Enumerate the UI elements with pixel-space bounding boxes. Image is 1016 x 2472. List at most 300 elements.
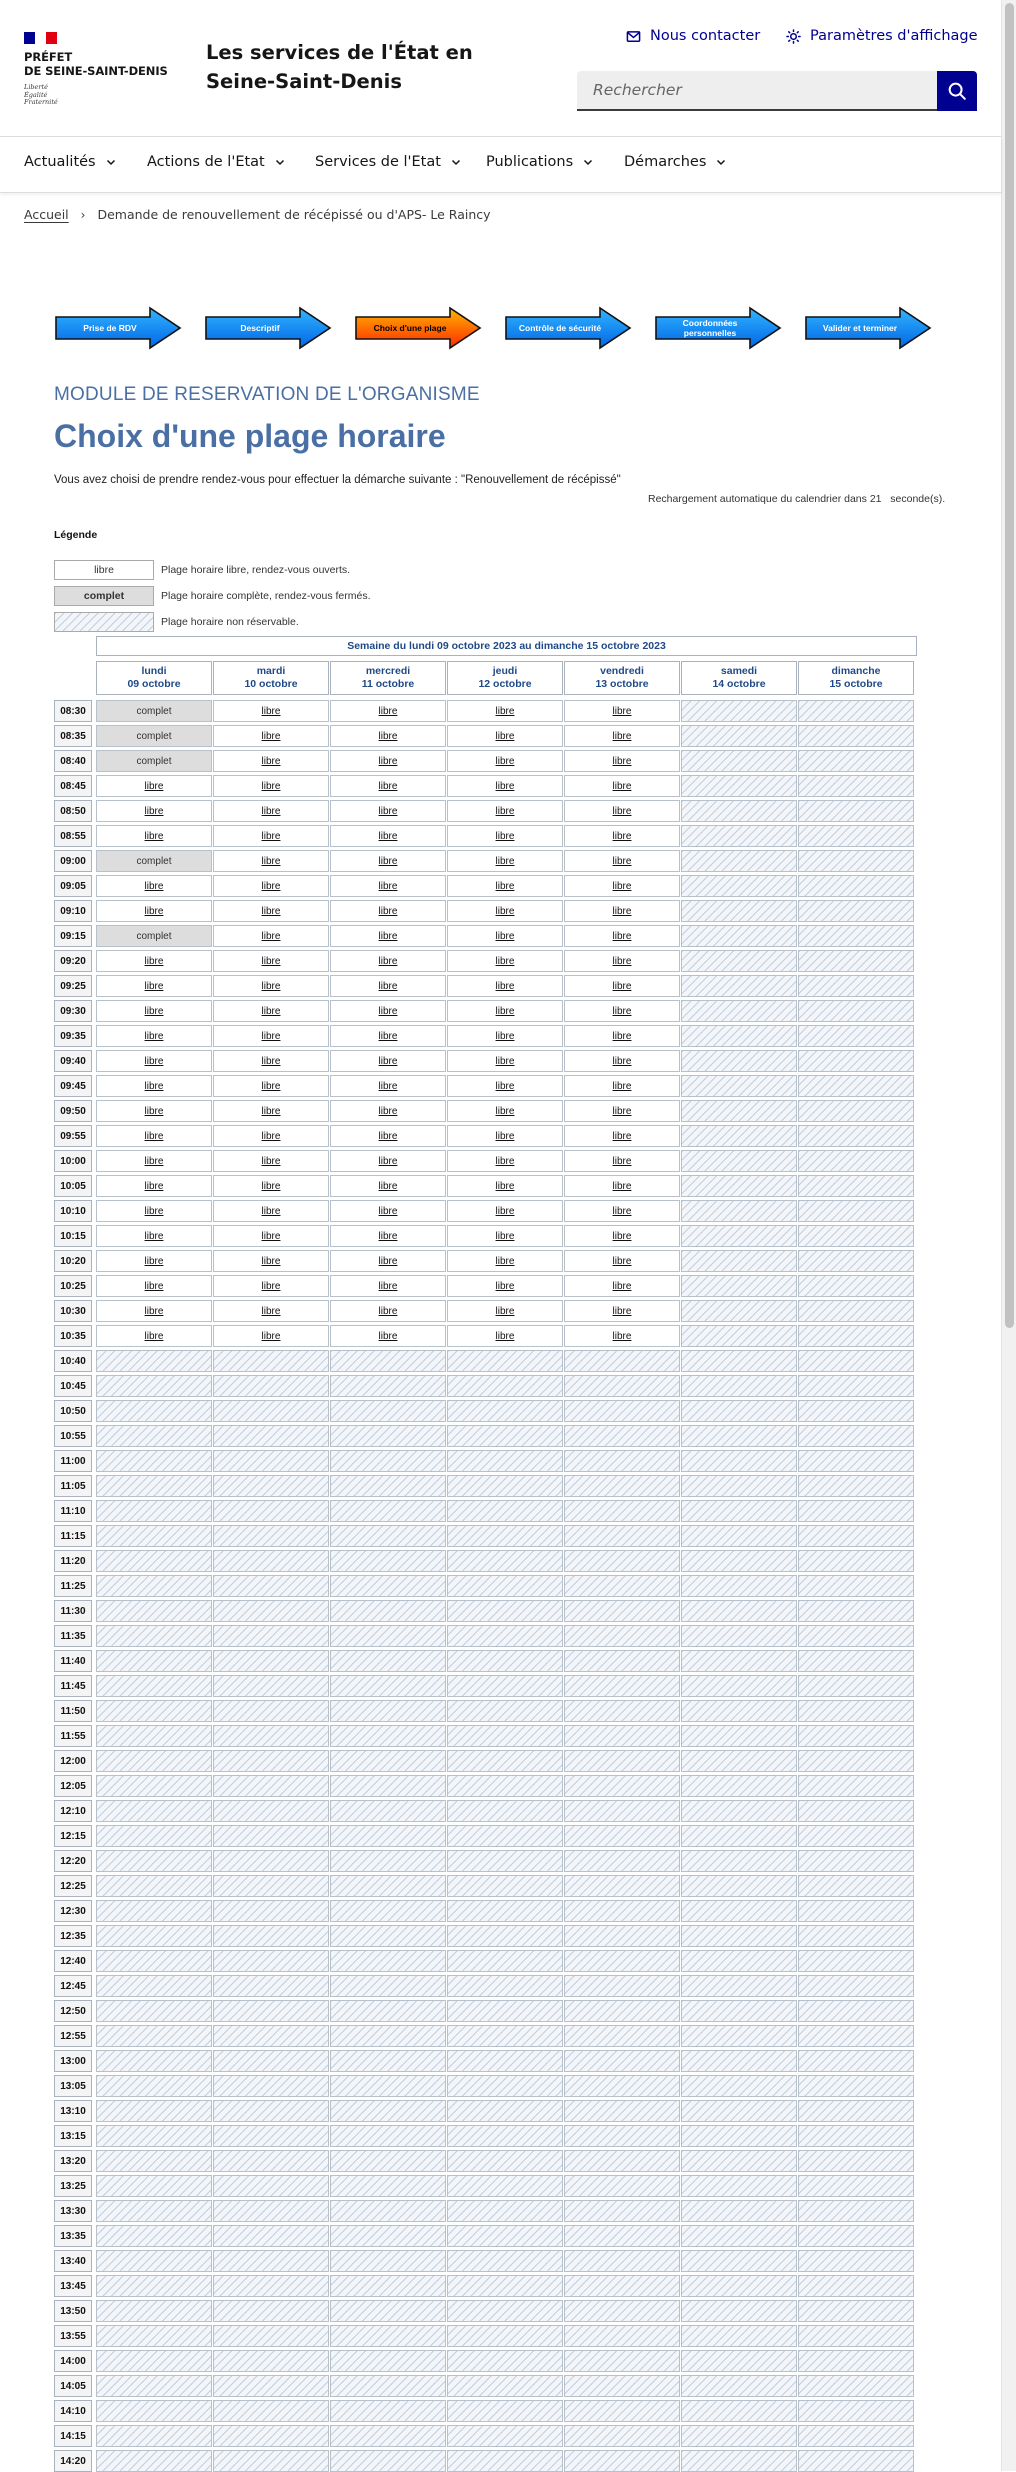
- slot-free-link[interactable]: libre: [378, 780, 398, 792]
- slot-free-link[interactable]: libre: [495, 805, 515, 817]
- slot-closed-cell: [564, 2075, 680, 2097]
- slot-free-link[interactable]: libre: [144, 1130, 164, 1142]
- slot-free-link[interactable]: libre: [495, 1055, 515, 1067]
- slot-row: [54, 2375, 917, 2397]
- slot-free-link[interactable]: libre: [378, 830, 398, 842]
- slot-free-cell[interactable]: [96, 825, 212, 847]
- slot-free-link[interactable]: libre: [612, 755, 632, 767]
- slot-free-link[interactable]: libre: [144, 1180, 164, 1192]
- slot-free-cell[interactable]: [564, 875, 680, 897]
- slot-free-cell[interactable]: [213, 1225, 329, 1247]
- slot-free-cell[interactable]: [564, 975, 680, 997]
- slot-free-cell[interactable]: [564, 1125, 680, 1147]
- slot-free-link[interactable]: libre: [612, 1280, 632, 1292]
- slot-free-cell[interactable]: [213, 1250, 329, 1272]
- slot-row: [54, 1400, 917, 1422]
- slot-free-cell[interactable]: [213, 775, 329, 797]
- slot-free-cell[interactable]: [564, 1100, 680, 1122]
- slot-free-link[interactable]: libre: [261, 805, 281, 817]
- slot-free-link[interactable]: libre: [261, 905, 281, 917]
- slot-free-cell[interactable]: [330, 1000, 446, 1022]
- slot-free-cell[interactable]: [564, 775, 680, 797]
- slot-free-cell[interactable]: [564, 700, 680, 722]
- slot-free-cell[interactable]: [213, 1150, 329, 1172]
- slot-free-cell[interactable]: [213, 925, 329, 947]
- slot-free-cell[interactable]: [447, 725, 563, 747]
- slot-free-link[interactable]: libre: [378, 1055, 398, 1067]
- slot-free-cell[interactable]: [96, 1125, 212, 1147]
- slot-free-cell[interactable]: [213, 1300, 329, 1322]
- slot-free-link[interactable]: libre: [144, 1305, 164, 1317]
- slot-free-cell[interactable]: [330, 850, 446, 872]
- slot-free-cell[interactable]: [213, 975, 329, 997]
- slot-free-link[interactable]: libre: [378, 1280, 398, 1292]
- nav-item-publications[interactable]: [486, 154, 593, 170]
- slot-free-link[interactable]: libre: [261, 780, 281, 792]
- slot-free-link[interactable]: libre: [612, 1330, 632, 1342]
- slot-free-cell[interactable]: [330, 1100, 446, 1122]
- slot-free-cell[interactable]: [330, 1250, 446, 1272]
- slot-free-link[interactable]: libre: [261, 1330, 281, 1342]
- slot-free-cell[interactable]: [447, 1075, 563, 1097]
- slot-free-link[interactable]: libre: [495, 930, 515, 942]
- slot-free-link[interactable]: libre: [144, 780, 164, 792]
- slot-free-link[interactable]: libre: [612, 1030, 632, 1042]
- slot-free-link[interactable]: libre: [612, 780, 632, 792]
- slot-free-cell[interactable]: [330, 725, 446, 747]
- slot-free-link[interactable]: libre: [261, 1255, 281, 1267]
- slot-closed-cell: [330, 1550, 446, 1572]
- slot-free-link[interactable]: libre: [261, 855, 281, 867]
- slot-free-link[interactable]: libre: [144, 830, 164, 842]
- slot-free-cell[interactable]: [447, 950, 563, 972]
- slot-free-link[interactable]: libre: [378, 905, 398, 917]
- slot-free-link[interactable]: libre: [495, 1330, 515, 1342]
- slot-free-cell[interactable]: [564, 825, 680, 847]
- slot-free-cell[interactable]: [447, 1200, 563, 1222]
- slot-free-link[interactable]: libre: [378, 1230, 398, 1242]
- slot-free-link[interactable]: libre: [612, 1180, 632, 1192]
- nav-item-services[interactable]: [315, 154, 461, 170]
- slot-free-link[interactable]: libre: [495, 1255, 515, 1267]
- slot-free-link[interactable]: libre: [378, 730, 398, 742]
- slot-free-cell[interactable]: [213, 800, 329, 822]
- slot-free-link[interactable]: libre: [144, 1030, 164, 1042]
- slot-free-link[interactable]: libre: [378, 705, 398, 717]
- slot-free-cell[interactable]: [96, 1200, 212, 1222]
- slot-free-cell[interactable]: [564, 750, 680, 772]
- slot-free-cell[interactable]: [330, 1125, 446, 1147]
- slot-free-cell[interactable]: [96, 1275, 212, 1297]
- slot-free-link[interactable]: libre: [378, 755, 398, 767]
- slot-free-link[interactable]: libre: [261, 930, 281, 942]
- slot-free-cell[interactable]: [213, 1325, 329, 1347]
- slot-free-cell[interactable]: [330, 950, 446, 972]
- slot-free-link[interactable]: libre: [612, 1080, 632, 1092]
- slot-free-cell[interactable]: [447, 1300, 563, 1322]
- site-title[interactable]: Les services de l'État en Seine-Saint-Denis: [206, 41, 473, 93]
- slot-free-link[interactable]: libre: [261, 1305, 281, 1317]
- slot-free-link[interactable]: libre: [495, 1280, 515, 1292]
- slot-free-cell[interactable]: [330, 1150, 446, 1172]
- slot-free-cell[interactable]: [213, 1100, 329, 1122]
- slot-free-cell[interactable]: [330, 1075, 446, 1097]
- slot-free-link[interactable]: libre: [612, 980, 632, 992]
- slot-free-cell[interactable]: [330, 1275, 446, 1297]
- slot-free-cell[interactable]: [213, 900, 329, 922]
- slot-closed-cell: [564, 2175, 680, 2197]
- slot-free-cell[interactable]: [213, 825, 329, 847]
- slot-free-link[interactable]: libre: [144, 1230, 164, 1242]
- slot-free-cell[interactable]: [330, 825, 446, 847]
- slot-free-cell[interactable]: [213, 850, 329, 872]
- slot-free-link[interactable]: libre: [144, 1330, 164, 1342]
- slot-free-link[interactable]: libre: [144, 1080, 164, 1092]
- slot-closed-cell: [330, 2275, 446, 2297]
- slot-free-cell[interactable]: [447, 900, 563, 922]
- slot-free-cell[interactable]: [213, 700, 329, 722]
- slot-free-link[interactable]: libre: [261, 980, 281, 992]
- slot-free-cell[interactable]: [96, 1175, 212, 1197]
- slot-free-cell[interactable]: [213, 750, 329, 772]
- slot-free-cell[interactable]: [564, 1300, 680, 1322]
- slot-free-link[interactable]: libre: [495, 955, 515, 967]
- slot-closed-cell: [213, 2125, 329, 2147]
- slot-time: 12:30: [54, 1900, 92, 1922]
- slot-free-cell[interactable]: [447, 1100, 563, 1122]
- week-title: Semaine du lundi 09 octobre 2023 au dimanche 15 octobre 2023: [96, 636, 917, 656]
- slot-free-cell[interactable]: [447, 1225, 563, 1247]
- slot-free-cell[interactable]: [447, 1000, 563, 1022]
- slot-free-link[interactable]: libre: [612, 830, 632, 842]
- slot-free-link[interactable]: libre: [261, 1080, 281, 1092]
- slot-free-link[interactable]: libre: [144, 1255, 164, 1267]
- nav-item-actualites[interactable]: [24, 154, 116, 170]
- slot-free-link[interactable]: libre: [495, 1305, 515, 1317]
- slot-free-cell[interactable]: [447, 1150, 563, 1172]
- slot-full-label: complet: [136, 705, 172, 717]
- slot-free-cell[interactable]: [447, 700, 563, 722]
- slot-free-cell[interactable]: [447, 775, 563, 797]
- slot-free-link[interactable]: libre: [144, 1005, 164, 1017]
- slot-free-link[interactable]: libre: [495, 780, 515, 792]
- slot-free-link[interactable]: libre: [144, 805, 164, 817]
- slot-free-cell[interactable]: [96, 1150, 212, 1172]
- slot-free-link[interactable]: libre: [378, 1130, 398, 1142]
- slot-free-cell[interactable]: [447, 750, 563, 772]
- scrollbar-thumb[interactable]: [1005, 3, 1014, 1328]
- slot-free-link[interactable]: libre: [495, 880, 515, 892]
- slot-closed-cell: [96, 2150, 212, 2172]
- slot-free-link[interactable]: libre: [612, 1255, 632, 1267]
- slot-free-cell[interactable]: [447, 975, 563, 997]
- logo-motto: [24, 84, 184, 107]
- slot-free-link[interactable]: libre: [261, 955, 281, 967]
- slot-free-link[interactable]: libre: [261, 755, 281, 767]
- slot-time: 10:20: [54, 1250, 92, 1272]
- slot-row: [54, 1150, 917, 1172]
- vertical-scrollbar[interactable]: [1001, 0, 1016, 2471]
- slot-free-cell[interactable]: [96, 1025, 212, 1047]
- slot-free-link[interactable]: libre: [495, 905, 515, 917]
- slot-free-link[interactable]: libre: [378, 930, 398, 942]
- slot-free-cell[interactable]: [330, 700, 446, 722]
- nav-item-actions[interactable]: [147, 154, 285, 170]
- search-button[interactable]: [937, 71, 977, 111]
- slot-free-link[interactable]: libre: [378, 880, 398, 892]
- nav-label: Services de l'Etat: [315, 154, 441, 170]
- slot-free-cell[interactable]: [564, 900, 680, 922]
- slot-free-link[interactable]: libre: [261, 730, 281, 742]
- slot-free-link[interactable]: libre: [495, 705, 515, 717]
- slot-free-cell[interactable]: [447, 1275, 563, 1297]
- slot-free-link[interactable]: libre: [261, 1180, 281, 1192]
- slot-free-cell[interactable]: [96, 875, 212, 897]
- slot-free-link[interactable]: libre: [495, 1205, 515, 1217]
- slot-free-cell[interactable]: [330, 925, 446, 947]
- search-input[interactable]: Rechercher: [577, 71, 937, 111]
- slot-closed-cell: [681, 2425, 797, 2447]
- slot-free-cell[interactable]: [96, 1250, 212, 1272]
- slot-free-link[interactable]: libre: [378, 805, 398, 817]
- slot-free-cell[interactable]: [213, 1025, 329, 1047]
- slot-free-cell[interactable]: [96, 1225, 212, 1247]
- slot-time: 09:05: [54, 875, 92, 897]
- slot-free-cell[interactable]: [564, 1225, 680, 1247]
- slot-free-link[interactable]: libre: [378, 1305, 398, 1317]
- slot-free-cell[interactable]: [213, 1125, 329, 1147]
- slot-closed-cell: [681, 2400, 797, 2422]
- slot-free-cell[interactable]: [213, 1275, 329, 1297]
- slot-free-link[interactable]: libre: [495, 1105, 515, 1117]
- slot-closed-cell: [681, 1275, 797, 1297]
- slot-closed-cell: [330, 1500, 446, 1522]
- slot-free-cell[interactable]: [564, 1175, 680, 1197]
- slot-free-link[interactable]: libre: [495, 855, 515, 867]
- slot-free-link[interactable]: libre: [261, 1030, 281, 1042]
- slot-free-link[interactable]: libre: [144, 1155, 164, 1167]
- slot-closed-cell: [96, 2200, 212, 2222]
- slot-free-link[interactable]: libre: [144, 905, 164, 917]
- slot-free-cell[interactable]: [96, 775, 212, 797]
- slot-free-link[interactable]: libre: [144, 955, 164, 967]
- slot-free-link[interactable]: libre: [612, 805, 632, 817]
- slot-free-cell[interactable]: [564, 1000, 680, 1022]
- slot-free-cell[interactable]: [564, 1325, 680, 1347]
- breadcrumb-home[interactable]: Accueil: [24, 207, 69, 222]
- slot-free-cell[interactable]: [330, 800, 446, 822]
- slot-free-link[interactable]: libre: [612, 905, 632, 917]
- slot-free-cell[interactable]: [447, 800, 563, 822]
- slot-free-link[interactable]: libre: [495, 1080, 515, 1092]
- slot-free-link[interactable]: libre: [495, 1180, 515, 1192]
- slot-free-cell[interactable]: [330, 975, 446, 997]
- slot-closed-cell: [330, 2250, 446, 2272]
- slot-free-cell[interactable]: [96, 1075, 212, 1097]
- slot-closed-cell: [447, 1800, 563, 1822]
- slot-free-cell[interactable]: [564, 1200, 680, 1222]
- slot-free-link[interactable]: libre: [144, 1205, 164, 1217]
- slot-closed-cell: [681, 1625, 797, 1647]
- slot-free-link[interactable]: libre: [612, 730, 632, 742]
- slot-free-cell[interactable]: [330, 775, 446, 797]
- slot-free-link[interactable]: libre: [378, 1330, 398, 1342]
- slot-free-link[interactable]: libre: [495, 1155, 515, 1167]
- slot-free-cell[interactable]: [213, 1075, 329, 1097]
- slot-free-link[interactable]: libre: [261, 1055, 281, 1067]
- slot-free-cell[interactable]: [213, 1200, 329, 1222]
- slot-time: 13:35: [54, 2225, 92, 2247]
- slot-free-link[interactable]: libre: [495, 1130, 515, 1142]
- slot-free-cell[interactable]: [330, 900, 446, 922]
- display-settings-link[interactable]: [786, 28, 978, 44]
- slot-free-link[interactable]: libre: [612, 1105, 632, 1117]
- slot-free-link[interactable]: libre: [612, 955, 632, 967]
- slot-free-cell[interactable]: [564, 1050, 680, 1072]
- slot-free-link[interactable]: libre: [261, 1130, 281, 1142]
- slot-free-link[interactable]: libre: [612, 880, 632, 892]
- slot-free-link[interactable]: libre: [261, 880, 281, 892]
- slot-free-cell[interactable]: [213, 950, 329, 972]
- slot-free-link[interactable]: libre: [261, 1155, 281, 1167]
- slot-free-link[interactable]: libre: [612, 1055, 632, 1067]
- slot-free-cell[interactable]: [564, 800, 680, 822]
- slot-free-cell[interactable]: [96, 1050, 212, 1072]
- slot-free-link[interactable]: libre: [261, 705, 281, 717]
- slot-free-cell[interactable]: [447, 875, 563, 897]
- slot-free-cell[interactable]: [96, 1000, 212, 1022]
- slot-closed-cell: [681, 2025, 797, 2047]
- slot-closed-cell: [681, 1800, 797, 1822]
- slot-free-link[interactable]: libre: [378, 1205, 398, 1217]
- slot-free-cell[interactable]: [447, 925, 563, 947]
- slot-free-link[interactable]: libre: [495, 1230, 515, 1242]
- republic-logo[interactable]: [24, 32, 184, 107]
- slot-free-link[interactable]: libre: [261, 1105, 281, 1117]
- slot-free-cell[interactable]: [96, 950, 212, 972]
- slot-free-cell[interactable]: [96, 1300, 212, 1322]
- slot-closed-cell: [564, 1375, 680, 1397]
- slot-free-cell[interactable]: [96, 1100, 212, 1122]
- slot-free-cell[interactable]: [96, 800, 212, 822]
- slot-free-link[interactable]: libre: [495, 980, 515, 992]
- slot-free-cell[interactable]: [96, 975, 212, 997]
- slot-free-cell[interactable]: [330, 1025, 446, 1047]
- slot-free-cell[interactable]: [213, 1000, 329, 1022]
- slot-free-cell[interactable]: [564, 950, 680, 972]
- slot-free-link[interactable]: libre: [144, 1105, 164, 1117]
- slot-free-cell[interactable]: [564, 1275, 680, 1297]
- slot-free-cell[interactable]: [213, 1175, 329, 1197]
- slot-free-cell[interactable]: [330, 1050, 446, 1072]
- slot-free-link[interactable]: libre: [495, 1030, 515, 1042]
- slot-free-link[interactable]: libre: [612, 930, 632, 942]
- slot-free-cell[interactable]: [564, 1250, 680, 1272]
- slot-free-link[interactable]: libre: [261, 1005, 281, 1017]
- slot-free-link[interactable]: libre: [612, 705, 632, 717]
- slot-closed-cell: [564, 1800, 680, 1822]
- slot-free-link[interactable]: libre: [144, 1055, 164, 1067]
- slot-closed-cell: [447, 2275, 563, 2297]
- slot-free-link[interactable]: libre: [144, 880, 164, 892]
- slot-closed-cell: [798, 1675, 914, 1697]
- slot-closed-cell: [213, 1650, 329, 1672]
- slot-free-cell[interactable]: [564, 1075, 680, 1097]
- slot-free-link[interactable]: libre: [378, 1005, 398, 1017]
- slot-free-cell[interactable]: [330, 1225, 446, 1247]
- slot-free-link[interactable]: libre: [378, 1155, 398, 1167]
- slot-free-link[interactable]: libre: [612, 1130, 632, 1142]
- slot-free-link[interactable]: libre: [378, 980, 398, 992]
- slot-free-cell[interactable]: [447, 1175, 563, 1197]
- slot-free-link[interactable]: libre: [144, 980, 164, 992]
- slot-free-cell[interactable]: [447, 1050, 563, 1072]
- slot-free-link[interactable]: libre: [495, 1005, 515, 1017]
- slot-free-cell[interactable]: [564, 850, 680, 872]
- slot-free-cell[interactable]: [330, 875, 446, 897]
- slot-free-link[interactable]: libre: [612, 1155, 632, 1167]
- slot-free-link[interactable]: libre: [378, 1030, 398, 1042]
- slot-closed-cell: [798, 2125, 914, 2147]
- slot-free-cell[interactable]: [564, 1150, 680, 1172]
- slot-closed-cell: [798, 1475, 914, 1497]
- slot-free-link[interactable]: libre: [612, 1230, 632, 1242]
- slot-free-link[interactable]: libre: [378, 1255, 398, 1267]
- slot-free-link[interactable]: libre: [378, 1105, 398, 1117]
- slot-free-link[interactable]: libre: [612, 1305, 632, 1317]
- slot-free-cell[interactable]: [447, 1325, 563, 1347]
- slot-free-link[interactable]: libre: [378, 1180, 398, 1192]
- slot-free-cell[interactable]: [564, 1025, 680, 1047]
- slot-free-link[interactable]: libre: [261, 1205, 281, 1217]
- slot-free-link[interactable]: libre: [612, 1005, 632, 1017]
- slot-free-cell[interactable]: [213, 875, 329, 897]
- slot-free-link[interactable]: libre: [612, 855, 632, 867]
- slot-free-link[interactable]: libre: [495, 755, 515, 767]
- slot-free-cell[interactable]: [213, 725, 329, 747]
- slot-free-link[interactable]: libre: [261, 1280, 281, 1292]
- slot-free-cell[interactable]: [330, 1325, 446, 1347]
- slot-row: [54, 1575, 917, 1597]
- slot-free-cell[interactable]: [564, 725, 680, 747]
- slot-free-cell[interactable]: [447, 1025, 563, 1047]
- slot-free-link[interactable]: libre: [378, 1080, 398, 1092]
- slot-free-link[interactable]: libre: [261, 830, 281, 842]
- slot-free-link[interactable]: libre: [612, 1205, 632, 1217]
- slot-closed-cell: [681, 1350, 797, 1372]
- slot-free-cell[interactable]: [330, 1200, 446, 1222]
- slot-free-cell[interactable]: [96, 1325, 212, 1347]
- slot-free-link[interactable]: libre: [378, 855, 398, 867]
- slot-free-cell[interactable]: [447, 1125, 563, 1147]
- slot-free-cell[interactable]: [447, 1250, 563, 1272]
- slot-free-cell[interactable]: [447, 850, 563, 872]
- slot-free-link[interactable]: libre: [261, 1230, 281, 1242]
- slot-free-link[interactable]: libre: [144, 1280, 164, 1292]
- nav-item-demarches[interactable]: [624, 154, 726, 170]
- slot-free-cell[interactable]: [564, 925, 680, 947]
- slot-free-link[interactable]: libre: [495, 730, 515, 742]
- slot-free-cell[interactable]: [213, 1050, 329, 1072]
- slot-free-link[interactable]: libre: [378, 955, 398, 967]
- contact-link[interactable]: [626, 28, 760, 44]
- slot-free-cell[interactable]: [330, 1300, 446, 1322]
- slot-free-link[interactable]: libre: [495, 830, 515, 842]
- slot-free-cell[interactable]: [96, 900, 212, 922]
- slot-free-cell[interactable]: [330, 1175, 446, 1197]
- slot-free-cell[interactable]: [330, 750, 446, 772]
- slot-free-cell[interactable]: [447, 825, 563, 847]
